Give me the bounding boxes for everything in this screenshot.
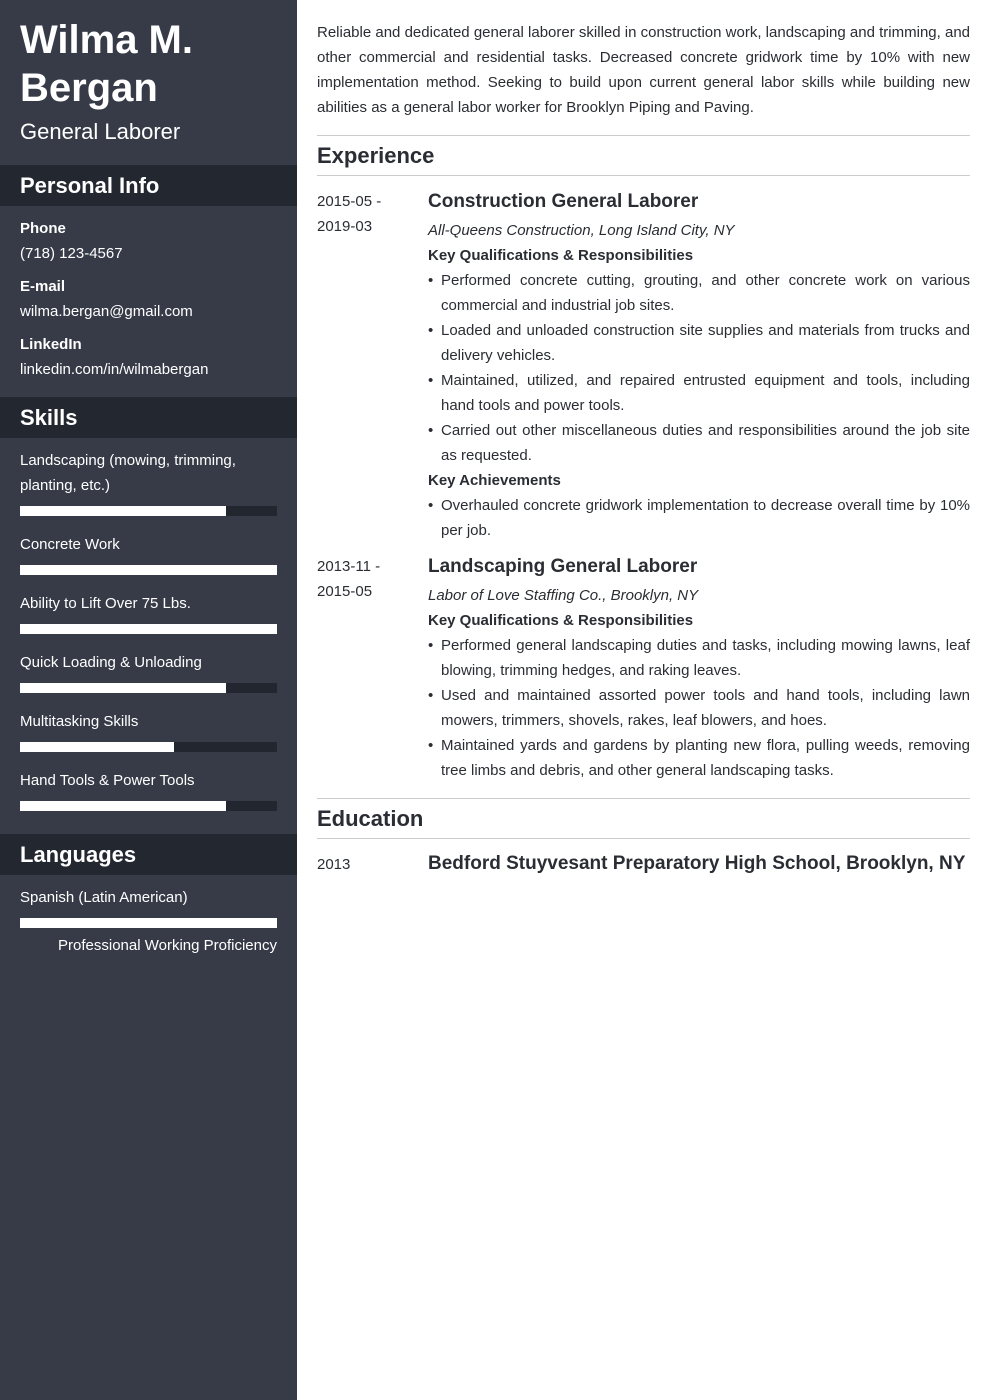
school-name: Bedford Stuyvesant Preparatory High School, Brooklyn, NY <box>428 853 966 874</box>
skill-name: Hand Tools & Power Tools <box>20 772 195 789</box>
skill-level-fill <box>20 801 226 811</box>
list-item: • Maintained yards and gardens by planting new flora, pulling weeds, removing tree limbs and debris, and other general landscaping tasks. <box>428 733 970 783</box>
qualifications-heading: Key Qualifications & Responsibilities <box>428 612 694 629</box>
language-level-bar <box>20 918 277 928</box>
education-entry <box>428 848 970 880</box>
duties-list <box>428 633 970 783</box>
skill-name: Multitasking Skills <box>20 713 139 730</box>
job-date-end: 2019-03 <box>317 218 373 235</box>
skill-level-bar <box>20 801 277 811</box>
sidebar <box>0 0 297 1400</box>
email-label: E-mail <box>20 278 66 295</box>
list-item: • Loaded and unloaded construction site supplies and materials from trucks and delivery vehicles. <box>428 318 970 368</box>
education-date: 2013 <box>317 856 351 873</box>
job-entry <box>428 554 970 783</box>
list-item: • Overhauled concrete gridwork implementation to decrease overall time by 10% per job. <box>428 493 970 543</box>
qualifications-heading: Key Qualifications & Responsibilities <box>428 247 694 264</box>
skill-level-bar <box>20 565 277 575</box>
job-date-start: 2013-11 - <box>317 558 381 575</box>
job-dates <box>317 554 417 604</box>
list-item: • Used and maintained assorted power tools and hand tools, including lawn mowers, trimmers, shovels, rakes, leaf blowers, and hoes. <box>428 683 970 733</box>
section-divider <box>317 838 970 839</box>
skill-name: Ability to Lift Over 75 Lbs. <box>20 595 191 612</box>
skill-level-bar <box>20 742 277 752</box>
job-role: Landscaping General Laborer <box>428 556 698 577</box>
candidate-title: General Laborer <box>20 119 181 144</box>
job-dates <box>317 189 417 239</box>
list-item: • Carried out other miscellaneous duties and responsibilities around the job site as requested. <box>428 418 970 468</box>
languages-heading: Languages <box>0 834 297 875</box>
duties-list <box>428 268 970 468</box>
language-name: Spanish (Latin American) <box>20 889 188 906</box>
candidate-name: Wilma M. Bergan <box>20 18 193 110</box>
list-item: • Maintained, utilized, and repaired entrusted equipment and tools, including hand tools and power tools. <box>428 368 970 418</box>
phone-label: Phone <box>20 220 66 237</box>
skill-level-fill <box>20 565 277 575</box>
experience-heading: Experience <box>317 143 435 168</box>
skill-level-fill <box>20 506 226 516</box>
skill-level-bar <box>20 624 277 634</box>
profile-summary: Reliable and dedicated general laborer skilled in construction work, landscaping and trimming, and other commercial and residential tasks. Decreased concrete gridwork time by 10% with new implementation method. Seeking to build upon current general labor skills while building new abilities as a general labor worker for Brooklyn Piping and Paving. <box>317 24 970 116</box>
language-proficiency: Professional Working Proficiency <box>58 937 277 954</box>
skill-level-bar <box>20 683 277 693</box>
job-date-start: 2015-05 - <box>317 193 382 210</box>
job-entry <box>428 189 970 543</box>
list-item: • Performed concrete cutting, grouting, and other concrete work on various commercial and industrial job sites. <box>428 268 970 318</box>
skill-name: Landscaping (mowing, trimming, planting, etc.) <box>20 452 236 494</box>
linkedin-value[interactable]: linkedin.com/in/wilmabergan <box>20 361 209 378</box>
email-value[interactable]: wilma.bergan@gmail.com <box>20 303 193 320</box>
achievements-list <box>428 493 970 543</box>
job-company: All-Queens Construction, Long Island City, NY <box>428 222 735 239</box>
job-role: Construction General Laborer <box>428 191 699 212</box>
skill-level-bar <box>20 506 277 516</box>
list-item: • Performed general landscaping duties and tasks, including mowing lawns, leaf blowing, trimming hedges, and raking leaves. <box>428 633 970 683</box>
personal-info-heading: Personal Info <box>0 165 297 206</box>
section-divider <box>317 175 970 176</box>
linkedin-label: LinkedIn <box>20 336 82 353</box>
language-level-fill <box>20 918 277 928</box>
skill-level-fill <box>20 683 226 693</box>
skill-name: Concrete Work <box>20 536 120 553</box>
job-company: Labor of Love Staffing Co., Brooklyn, NY <box>428 587 699 604</box>
skill-level-fill <box>20 742 174 752</box>
skills-heading: Skills <box>0 397 297 438</box>
education-heading: Education <box>317 806 424 831</box>
skill-name: Quick Loading & Unloading <box>20 654 202 671</box>
skill-level-fill <box>20 624 277 634</box>
phone-value[interactable]: (718) 123-4567 <box>20 245 123 262</box>
job-date-end: 2015-05 <box>317 583 373 600</box>
achievements-heading: Key Achievements <box>428 472 561 489</box>
